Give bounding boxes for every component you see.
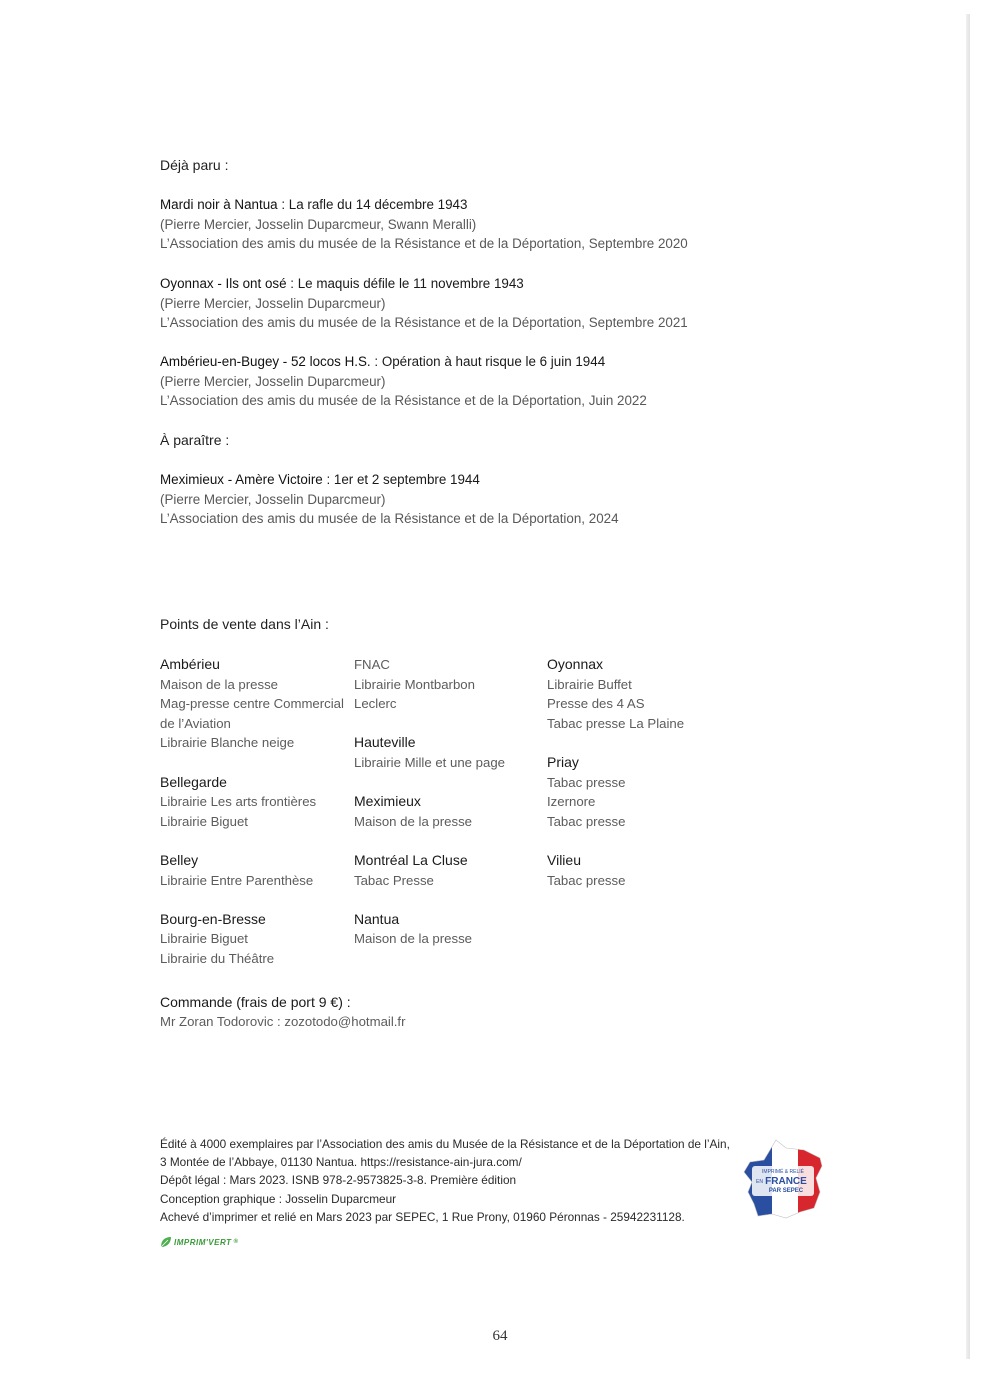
page-edge-shadow	[966, 14, 970, 1359]
town-name: Montréal La Cluse	[354, 851, 468, 868]
imprim-vert-mark: ®	[233, 1239, 239, 1245]
publication-2	[160, 274, 920, 333]
pub-title: Oyonnax - Ils ont osé	[160, 276, 287, 291]
town-group	[160, 655, 350, 753]
pub-publisher: L’Association des amis du musée de la Résistance et de la Déportation, Septembre 2021	[160, 315, 688, 331]
pub-subtitle: : Le maquis défile le 11 novembre 1943	[290, 276, 524, 291]
badge-line2: EN	[756, 1179, 763, 1185]
town-name: Meximieux	[354, 793, 421, 810]
upcoming-heading: À paraître :	[160, 432, 230, 448]
imprim-vert-logo	[160, 1236, 238, 1248]
town-name: Bellegarde	[160, 773, 227, 790]
shop-name: Librairie Entre Parenthèse	[160, 872, 314, 888]
town-group	[547, 655, 737, 733]
order-contact: Mr Zoran Todorovic : zozotodo@hotmail.fr	[160, 1014, 406, 1029]
shop-name: Leclerc	[354, 696, 397, 712]
badge-line3: FRANCE	[765, 1176, 807, 1187]
town-name: Nantua	[354, 910, 400, 927]
pub-subtitle: : Opération à haut risque le 6 juin 1944	[374, 354, 606, 369]
publication-upcoming-1	[160, 470, 920, 529]
shop-name: Librairie Biguet	[160, 931, 248, 947]
town-group	[160, 910, 350, 969]
made-in-france-badge	[742, 1138, 826, 1220]
shop-name: Maison de la presse	[160, 676, 279, 692]
pub-authors: (Pierre Mercier, Josselin Duparcmeur)	[160, 295, 386, 311]
shop-name: Librairie Buffet	[547, 676, 632, 692]
shop-name: Tabac Presse	[354, 872, 434, 888]
town-group	[547, 753, 737, 831]
pub-title: Mardi noir à Nantua	[160, 197, 278, 212]
colophon-line: Conception graphique : Josselin Duparcmeur	[160, 1191, 397, 1206]
town-name: Oyonnax	[547, 656, 604, 672]
shop-name: Librairie Blanche neige	[160, 735, 295, 751]
shop-name: Tabac presse	[547, 813, 626, 829]
shop-name: Presse des 4 AS	[547, 696, 645, 712]
colophon-line: 3 Montée de l’Abbaye, 01130 Nantua. https://resistance-ain-jura.com/	[160, 1155, 522, 1170]
town-name: Vilieu	[547, 851, 581, 868]
shop-name: Librairie Montbarbon	[354, 676, 475, 692]
leaf-icon	[160, 1236, 172, 1248]
shop-name: Tabac presse La Plaine	[547, 715, 685, 731]
town-name: Belley	[160, 851, 199, 868]
town-group	[547, 851, 737, 890]
sales-points-heading: Points de vente dans l’Ain :	[160, 616, 329, 632]
colophon	[160, 1135, 760, 1226]
shop-name: Tabac presse	[547, 872, 626, 888]
order-section	[160, 992, 406, 1032]
colophon-line: Achevé d’imprimer et relié en Mars 2023 par SEPEC, 1 Rue Prony, 01960 Péronnas - 25942231128.	[160, 1209, 685, 1224]
pub-publisher: L’Association des amis du musée de la Résistance et de la Déportation, 2024	[160, 511, 619, 527]
town-name: Hauteville	[354, 734, 416, 751]
sales-column-3	[547, 655, 737, 910]
town-group	[354, 733, 544, 772]
shop-name: de l’Aviation	[160, 715, 231, 731]
publication-3	[160, 352, 920, 411]
publication-1	[160, 195, 920, 254]
badge-line4: PAR SEPEC	[768, 1188, 804, 1194]
bottom-margin	[0, 1360, 1000, 1375]
imprim-vert-label: IMPRIM'VERT	[174, 1237, 232, 1247]
shop-name: FNAC	[354, 657, 390, 672]
colophon-line: Édité à 4000 exemplaires par l’Association des amis du Musée de la Résistance et de la Déportation de l’Ain,	[160, 1137, 730, 1151]
shop-name: Librairie Mille et une page	[354, 754, 506, 770]
town-group	[160, 773, 350, 832]
sales-column-1	[160, 655, 350, 988]
shop-name: Librairie Biguet	[160, 813, 248, 829]
shop-name: Librairie du Théâtre	[160, 950, 275, 966]
page-number: 64	[492, 1328, 508, 1344]
town-name: Ambérieu	[160, 656, 220, 672]
pub-title: Ambérieu-en-Bugey - 52 locos H.S.	[160, 354, 371, 369]
colophon-line: Dépôt légal : Mars 2023. ISNB 978-2-9573825-3-8. Première édition	[160, 1173, 517, 1188]
pub-title: Meximieux - Amère Victoire	[160, 472, 323, 487]
badge-line1: IMPRIMÉ & RELIÉ	[762, 1169, 804, 1175]
pub-authors: (Pierre Mercier, Josselin Duparcmeur)	[160, 373, 386, 389]
order-heading: Commande (frais de port 9 €) :	[160, 994, 351, 1010]
pub-subtitle: : 1er et 2 septembre 1944	[326, 472, 480, 487]
town-group	[354, 655, 544, 714]
town-group	[354, 910, 544, 949]
pub-authors: (Pierre Mercier, Josselin Duparcmeur, Swann Meralli)	[160, 216, 477, 232]
town-name: Bourg-en-Bresse	[160, 910, 266, 927]
sales-column-2	[354, 655, 544, 969]
town-group	[160, 851, 350, 890]
town-name: Priay	[547, 753, 579, 770]
pub-publisher: L’Association des amis du musée de la Résistance et de la Déportation, Septembre 2020	[160, 236, 688, 252]
shop-name: Librairie Les arts frontières	[160, 794, 317, 810]
shop-name: Maison de la presse	[354, 931, 473, 947]
pub-subtitle: : La rafle du 14 décembre 1943	[281, 197, 468, 212]
shop-name: Maison de la presse	[354, 813, 473, 829]
shop-name: Izernore	[547, 794, 596, 810]
pub-authors: (Pierre Mercier, Josselin Duparcmeur)	[160, 491, 386, 507]
shop-name: Tabac presse	[547, 774, 626, 790]
town-group	[354, 851, 544, 890]
already-published-heading: Déjà paru :	[160, 157, 229, 173]
shop-name: Mag-presse centre Commercial	[160, 696, 344, 712]
town-group	[354, 792, 544, 831]
pub-publisher: L’Association des amis du musée de la Résistance et de la Déportation, Juin 2022	[160, 393, 647, 409]
